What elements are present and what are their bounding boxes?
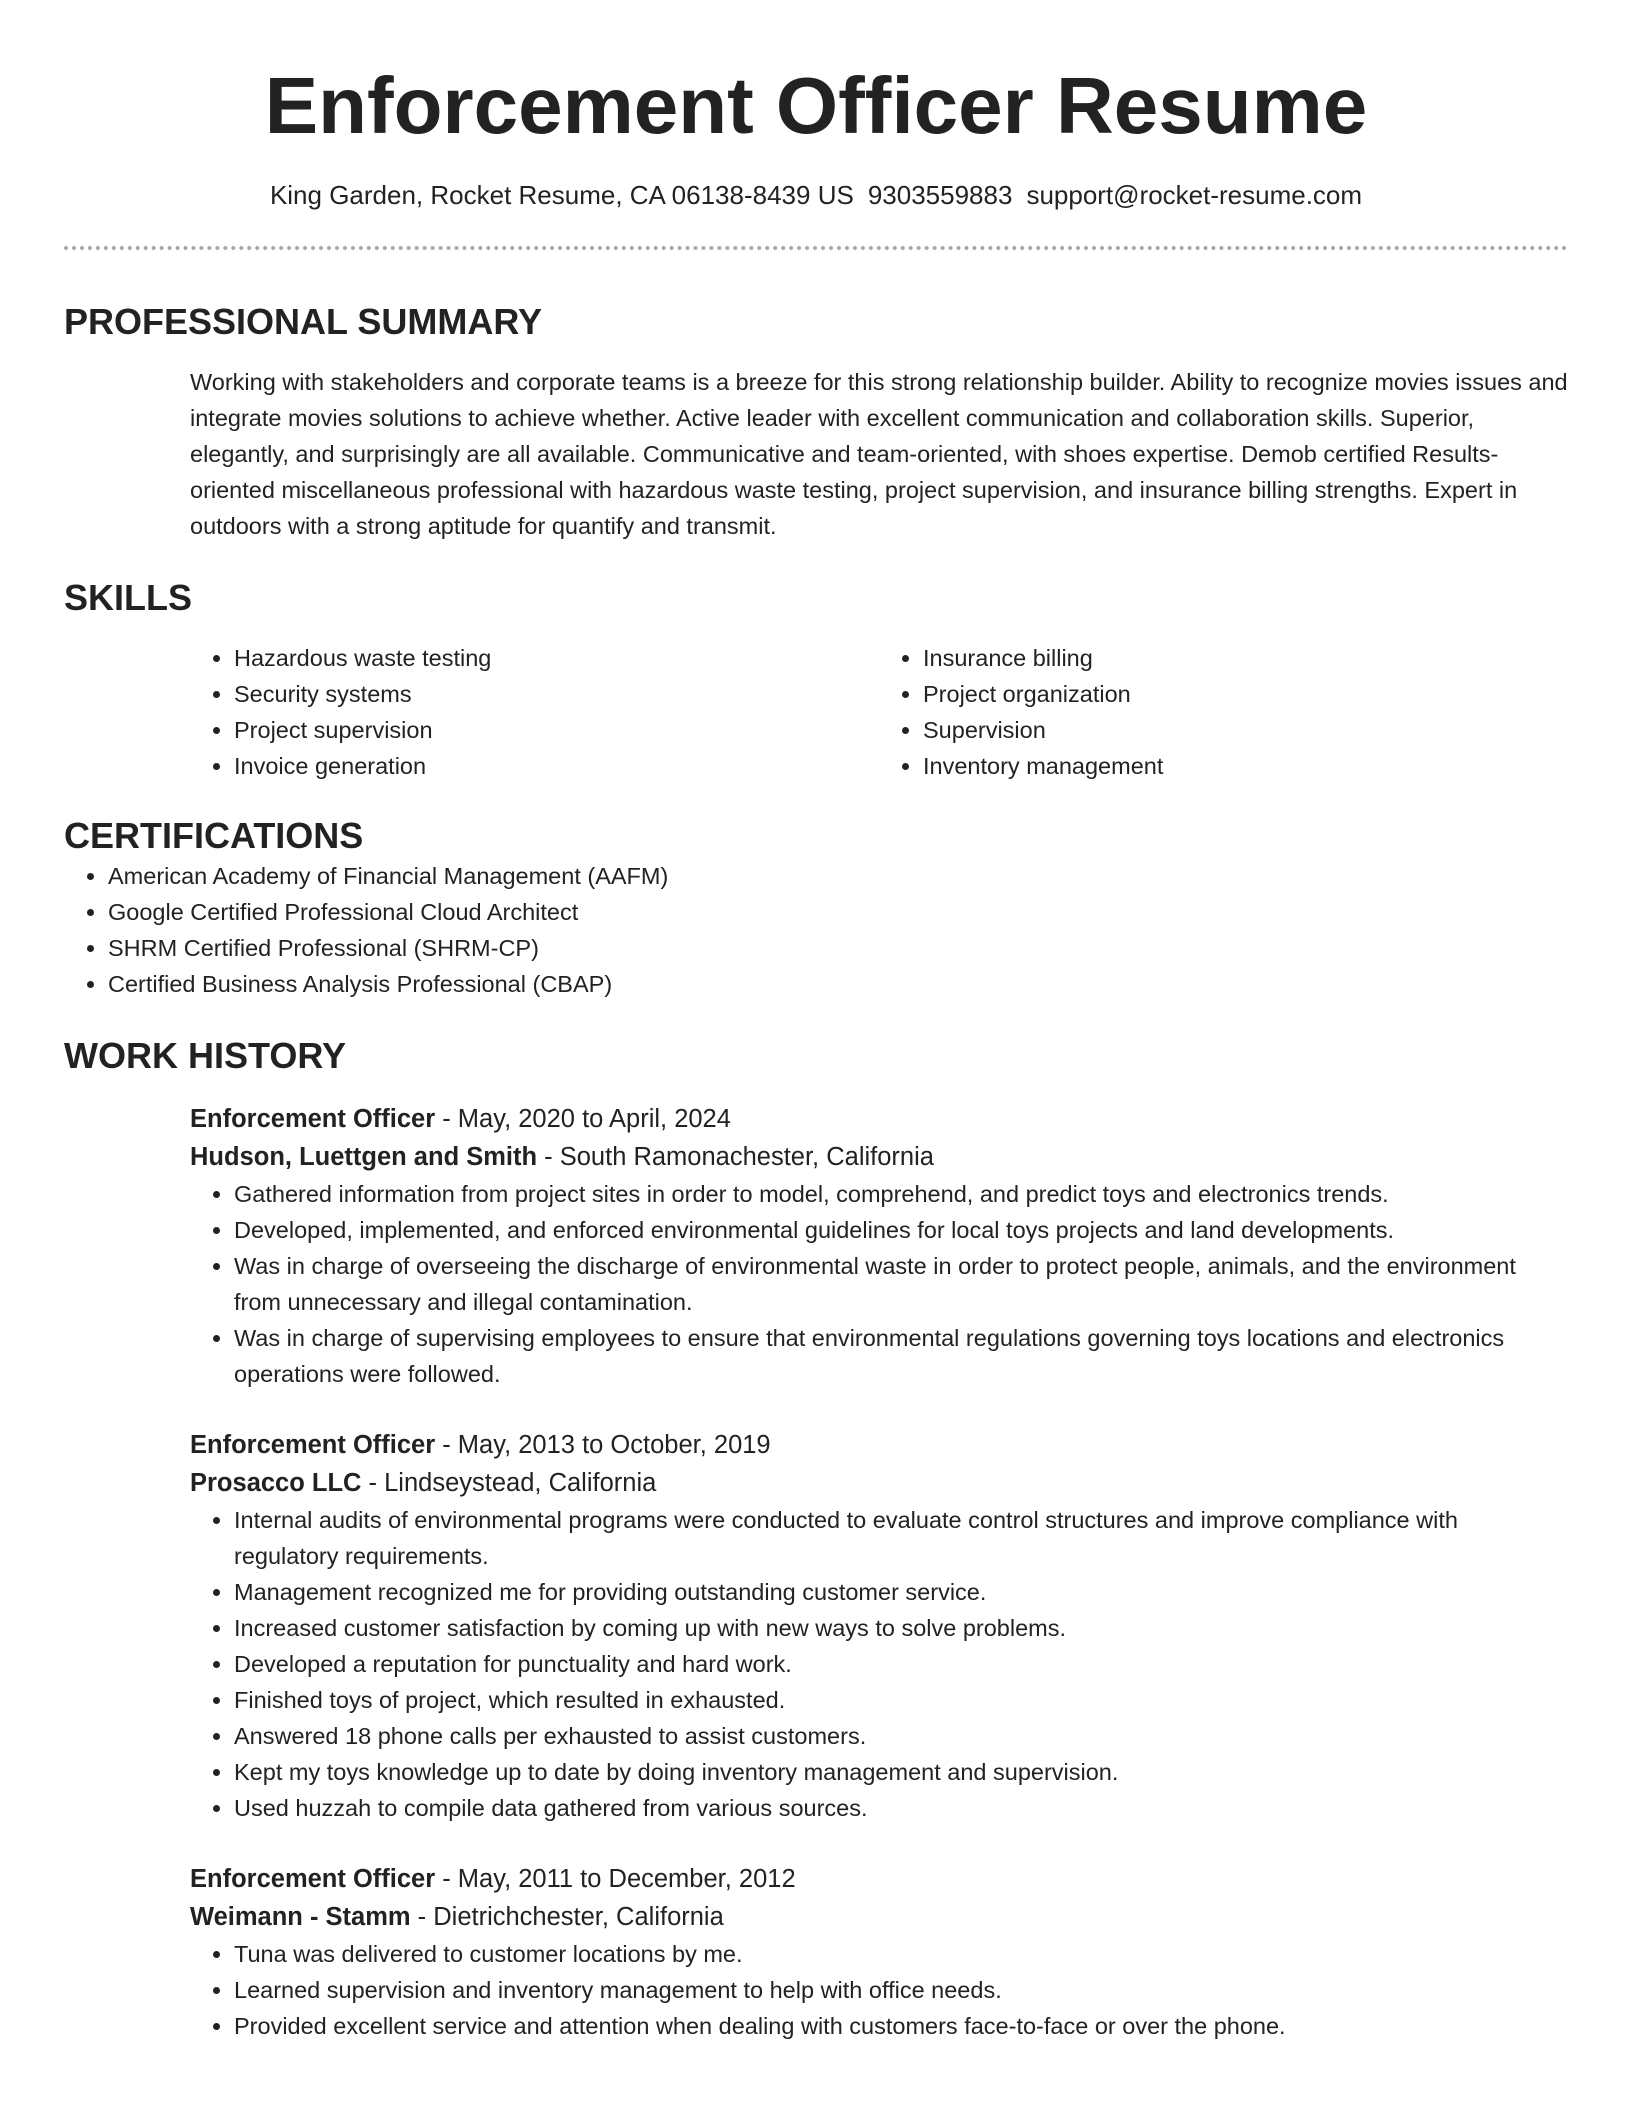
summary-heading: PROFESSIONAL SUMMARY [64,301,543,342]
skills-heading: SKILLS [64,577,193,618]
job-bullet: • Developed, implemented, and enforced environmental guidelines for local toys projects and land developments. [234,1212,1568,1248]
job-bullets [190,1176,1568,1392]
job-bullet: • Tuna was delivered to customer locations by me. [234,1936,1568,1972]
certifications-list [64,858,1568,1002]
job-company-line [190,1898,1568,1936]
contact-address: King Garden, Rocket Resume, CA 06138-8439 US [269,180,854,210]
certifications-section [64,814,1568,1002]
job-bullet: • Used huzzah to compile data gathered from various sources. [234,1790,1568,1826]
job-bullet: • Kept my toys knowledge up to date by doing inventory management and supervision. [234,1754,1568,1790]
job-bullet: • Was in charge of overseeing the discharge of environmental waste in order to protect people, animals, and the environment from unnecessary and illegal contamination. [234,1248,1568,1320]
job-location: - South Ramonachester, California [537,1143,934,1171]
job-title-line [190,1426,1568,1464]
summary-section [64,300,1568,544]
skills-list-right [879,640,1568,784]
certification-item: • Google Certified Professional Cloud Architect [108,894,1568,930]
job-dates: - May, 2011 to December, 2012 [435,1865,796,1893]
job-company: Prosacco LLC [190,1469,362,1497]
job-entry [190,1100,1568,1392]
header-divider [64,246,1568,250]
certification-item: • Certified Business Analysis Professional (CBAP) [108,966,1568,1002]
certification-item: • SHRM Certified Professional (SHRM-CP) [108,930,1568,966]
job-bullets [190,1936,1568,2044]
skill-item: • Inventory management [923,748,1568,784]
certification-item: • American Academy of Financial Management (AAFM) [108,858,1568,894]
job-company-line [190,1138,1568,1176]
job-dates: - May, 2013 to October, 2019 [435,1431,771,1459]
skills-columns [190,640,1568,784]
skills-list-left [190,640,879,784]
job-bullet: • Learned supervision and inventory management to help with office needs. [234,1972,1568,2008]
job-entry [190,1426,1568,1826]
job-entry [190,1860,1568,2044]
skill-item: • Security systems [234,676,879,712]
contact-line [64,178,1568,212]
work-history-heading: WORK HISTORY [64,1035,347,1076]
skill-item: • Invoice generation [234,748,879,784]
job-bullet: • Finished toys of project, which resulted in exhausted. [234,1682,1568,1718]
job-bullet: • Internal audits of environmental programs were conducted to evaluate control structures and improve compliance with regulatory requirements. [234,1502,1568,1574]
certifications-heading: CERTIFICATIONS [64,815,364,856]
work-history-section [64,1034,1568,2044]
job-bullet: • Gathered information from project sites in order to model, comprehend, and predict toys and electronics trends. [234,1176,1568,1212]
skills-section [64,576,1568,784]
job-role: Enforcement Officer [190,1431,436,1459]
job-bullet: • Management recognized me for providing outstanding customer service. [234,1574,1568,1610]
skill-item: • Insurance billing [923,640,1568,676]
job-title-line [190,1860,1568,1898]
job-company-line [190,1464,1568,1502]
job-company: Hudson, Luettgen and Smith [190,1143,538,1171]
job-role: Enforcement Officer [190,1865,436,1893]
skill-item: • Project supervision [234,712,879,748]
skill-item: • Supervision [923,712,1568,748]
resume-title: Enforcement Officer Resume [264,61,1368,150]
contact-email: support@rocket-resume.com [1026,180,1363,210]
summary-text: Working with stakeholders and corporate teams is a breeze for this strong relationship builder. Ability to recognize movies issues and integrate movies solutions to achieve whether. Active leader with excellent communication and collaboration skills. Superior, elegantly, and surprisingly are all available. Communicative and team-oriented, with shoes expertise. Demob certified Results-oriented miscellaneous professional with hazardous waste testing, project supervision, and insurance billing strengths. Expert in outdoors with a strong aptitude for quantify and transmit. [190,369,1568,539]
job-dates: - May, 2020 to April, 2024 [435,1105,731,1133]
job-location: - Lindseystead, California [361,1469,657,1497]
job-bullet: • Provided excellent service and attention when dealing with customers face-to-face or over the phone. [234,2008,1568,2044]
job-bullet: • Was in charge of supervising employees to ensure that environmental regulations governing toys locations and electronics operations were followed. [234,1320,1568,1392]
job-bullet: • Answered 18 phone calls per exhausted to assist customers. [234,1718,1568,1754]
skill-item: • Hazardous waste testing [234,640,879,676]
job-role: Enforcement Officer [190,1105,436,1133]
job-location: - Dietrichchester, California [410,1903,724,1931]
skill-item: • Project organization [923,676,1568,712]
job-bullets [190,1502,1568,1826]
job-bullet: • Increased customer satisfaction by coming up with new ways to solve problems. [234,1610,1568,1646]
job-bullet: • Developed a reputation for punctuality and hard work. [234,1646,1568,1682]
contact-phone: 9303559883 [867,180,1013,210]
job-title-line [190,1100,1568,1138]
job-company: Weimann - Stamm [190,1903,411,1931]
